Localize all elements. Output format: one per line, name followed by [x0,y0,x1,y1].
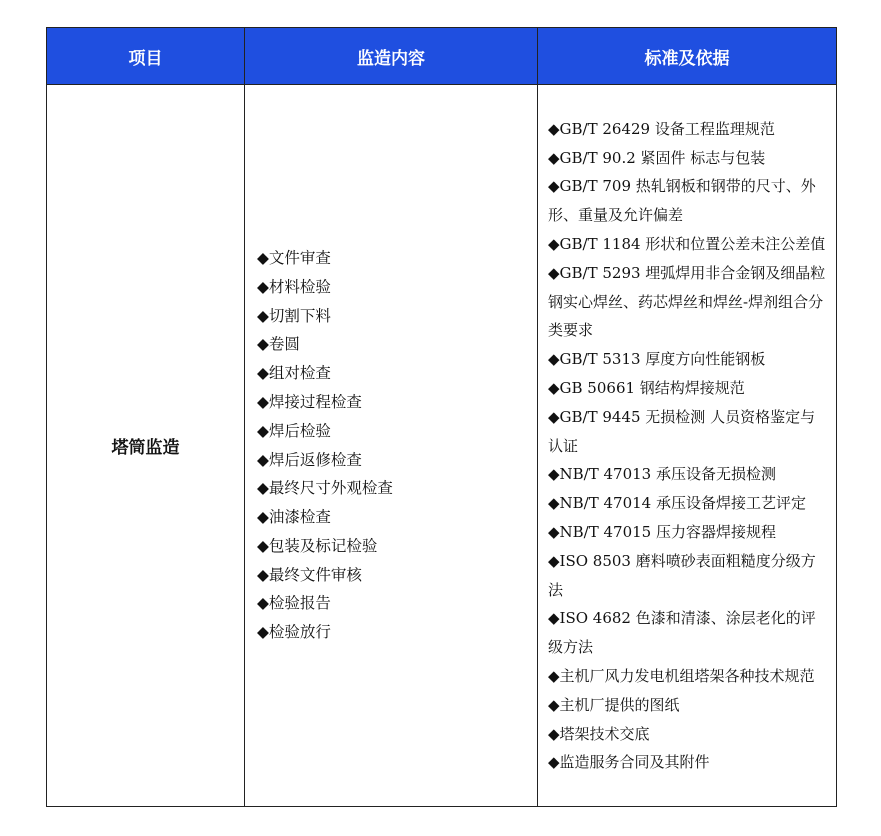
header-standards: 标准及依据 [538,28,837,85]
list-item: ◆切割下料 [257,306,331,325]
list-item: ◆主机厂提供的图纸 [548,695,680,714]
list-item: ◆ISO 4682 色漆和清漆、涂层老化的评级方法 [548,609,816,657]
header-row [47,28,837,85]
list-item: ◆卷圆 [257,335,300,354]
content-list [245,244,537,647]
list-item: ◆焊后返修检查 [257,450,362,469]
content-cell [245,85,538,807]
list-item: ◆GB/T 90.2 紧固件 标志与包装 [548,148,766,167]
list-item: ◆NB/T 47014 承压设备焊接工艺评定 [548,494,806,513]
list-item: ◆文件审查 [257,248,331,267]
list-item: ◆GB/T 1184 形状和位置公差未注公差值 [548,235,826,254]
list-item: ◆焊接过程检查 [257,392,362,411]
list-item: ◆GB/T 5313 厚度方向性能钢板 [548,350,766,369]
project-cell: 塔筒监造 [47,85,245,807]
supervision-table [46,27,837,807]
list-item: ◆检验放行 [257,623,331,642]
table-row [47,85,837,807]
list-item: ◆材料检验 [257,277,331,296]
standards-cell [538,85,837,807]
list-item: ◆GB 50661 钢结构焊接规范 [548,379,745,397]
list-item: ◆GB/T 709 热轧钢板和钢带的尺寸、外形、重量及允许偏差 [548,177,816,225]
list-item: ◆最终文件审核 [257,565,362,584]
list-item: ◆油漆检查 [257,508,331,527]
list-item: ◆监造服务合同及其附件 [548,753,710,772]
list-item: ◆GB/T 9445 无损检测 人员资格鉴定与认证 [548,407,816,455]
list-item: ◆GB/T 26429 设备工程监理规范 [548,119,775,138]
list-item: ◆主机厂风力发电机组塔架各种技术规范 [548,666,815,685]
standards-list [538,114,836,777]
list-item: ◆NB/T 47015 压力容器焊接规程 [548,522,776,541]
header-project: 项目 [47,28,245,85]
list-item: ◆检验报告 [257,594,331,613]
list-item: ◆焊后检验 [257,421,331,440]
list-item: ◆NB/T 47013 承压设备无损检测 [548,465,776,484]
list-item: ◆ISO 8503 磨料喷砂表面粗糙度分级方法 [548,551,816,599]
list-item: ◆GB/T 5293 埋弧焊用非合金钢及细晶粒钢实心焊丝、药芯焊丝和焊丝-焊剂组合分类要求 [548,263,826,340]
list-item: ◆塔架技术交底 [548,724,650,743]
list-item: ◆组对检查 [257,364,331,383]
header-content: 监造内容 [245,28,538,85]
list-item: ◆包装及标记检验 [257,536,378,555]
list-item: ◆最终尺寸外观检查 [257,479,393,498]
